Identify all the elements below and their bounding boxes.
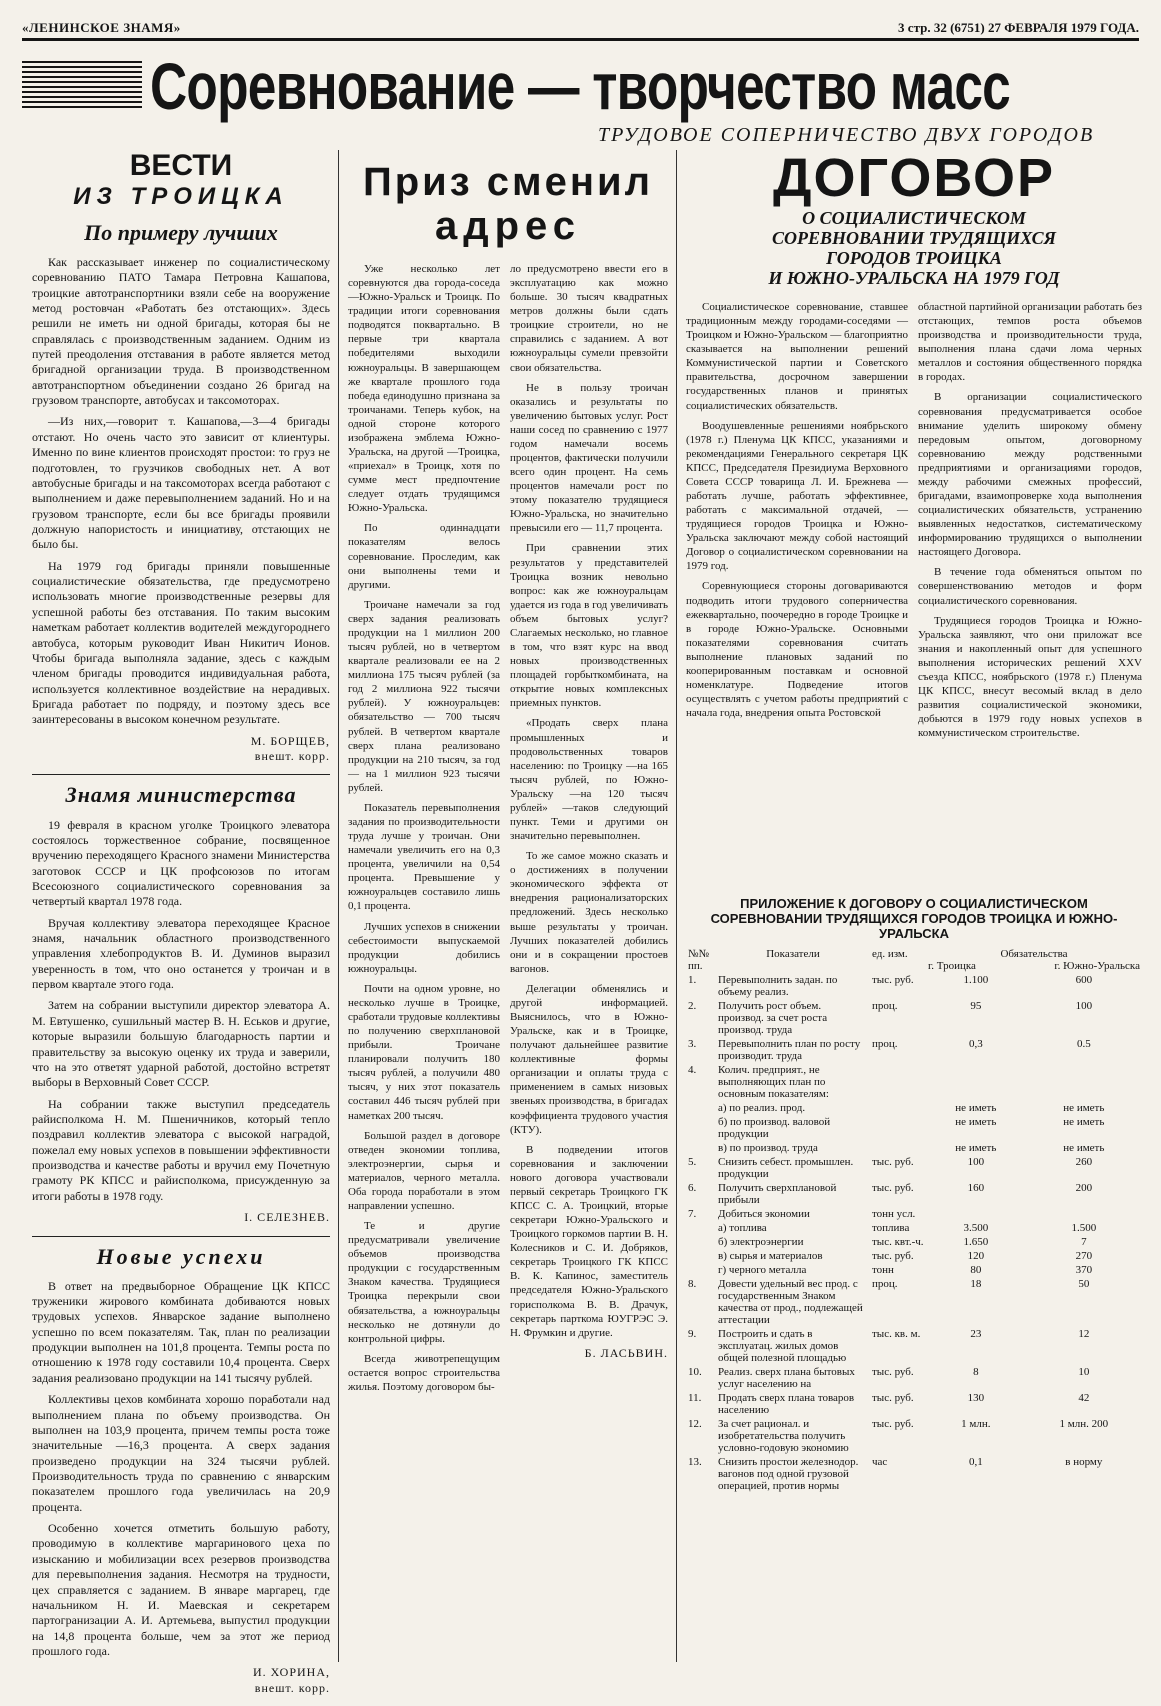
row-indicator: Колич. предприят., не выполняющих план по основным показателям:: [718, 1064, 829, 1100]
article-paragraph: Воодушевленные решениями ноябрьского (1978 г.) Пленума ЦК КПСС, указаниями и рекомендациями Генерального секретаря ЦК КПСС, Председателя Президиума Верховного Совета СССР товарища Л. И. Брежнева — работать лучше, работать эффективнее, работать с максимальной отдачей, — трудящиеся городов Троицка и Южно-Уральска заключают между собой настоящий Договор о социалистическом соревновании на 1979 год.: [686, 419, 908, 573]
row-troitsk-value: 0,1: [968, 1456, 983, 1468]
divider: [32, 1236, 330, 1237]
row-troitsk-value: [926, 1063, 1026, 1101]
row-indicator: Построить и сдать в эксплуатац. жилых домов общей полезной площадью: [718, 1328, 847, 1364]
article-paragraph: В ответ на предвыборное Обращение ЦК КПСС труженики жирового комбината добиваются новых трудовых успехов. Январское задание выполнено успешно по всем показателям. Так, план по реализации продукции выполнен на 101,8 процента. Темпы роста по отношению к 1978 году составили 10,4 процента. Сверх задания реализовано продукции на 141 тысячу рублей.: [32, 1278, 330, 1385]
issue-info: 3 стр. 32 (6751) 27 ФЕВРАЛЯ 1979 ГОДА.: [898, 20, 1139, 35]
row-yuzhnouralsk-value: 7: [1081, 1236, 1087, 1248]
column-contract-left: [686, 300, 908, 726]
row-yuzhnouralsk-value: 1.500: [1071, 1222, 1097, 1234]
col-header-num: №№ пп.: [688, 948, 709, 972]
table-row: [686, 1063, 1142, 1101]
row-yuzhnouralsk-value: 370: [1075, 1264, 1093, 1276]
row-number: 12.: [688, 1418, 702, 1430]
row-indicator: б) электроэнергии: [718, 1236, 804, 1248]
row-number: 10.: [688, 1366, 702, 1378]
newspaper-name: «ЛЕНИНСКОЕ ЗНАМЯ»: [22, 20, 181, 35]
row-indicator: Получить рост объем. производ. за счет роста производ. труда: [718, 1000, 828, 1036]
contract-heading: [686, 148, 1142, 288]
article-paragraph: Социалистическое соревнование, ставшее традиционным между городами-соседями — Троицком и Южно-Уральском — благоприятно сказывается на выполнении решений Коммунистической партии и Советского правительства, досрочном завершении государственных планов и принятых социалистических обязательств.: [686, 301, 908, 412]
article-paragraph: Коллективы цехов комбината хорошо поработали над выполнением плана по объему производства. Он выполнен на 103,9 процента, причем темпы роста тоже значительные —16,3 процента. А сверх задания произведено продукции на 324 тысячи рублей. Производительность труда по сравнению с январским показателем прошлого года увеличилась на 20,9 процента.: [32, 1392, 330, 1514]
author-signature: Б. ЛАСЬВИН.: [584, 1345, 668, 1360]
row-yuzhnouralsk-value: 260: [1075, 1156, 1093, 1168]
article-paragraph: «Продать сверх плана промышленных и продовольственных товаров населению: по Троицку —на 165 тысяч рублей, по Южно-Уральску —на 120 тысяч рублей» —таков следующий пункт. Теми и другими он значительно перевыполнен.: [510, 717, 668, 843]
row-yuzhnouralsk-value: не иметь: [1063, 1102, 1105, 1114]
row-troitsk-value: 95: [970, 1000, 982, 1012]
row-unit: тыс. кв. м.: [872, 1328, 921, 1340]
row-indicator: Снизить простои железнодор. вагонов под одной грузовой операцией, против нормы: [718, 1456, 859, 1492]
article-paragraph: —Из них,—говорит т. Кашапова,—3—4 бригады отстают. Но очень часто это зависит от клиентуры. Именно по вине клиентов происходят простои: то груз не подготовлен, то грузчиков свободных нет. А вот автобусные бригады и на таксомоторах всегда работают с выполнением и даже перевыполнением заданий. Но и на грузовом транспорте, если бы все бригады проявили должную напористость и инициативу, отстающих не было бы.: [32, 414, 330, 552]
row-yuzhnouralsk-value: 0.5: [1076, 1038, 1091, 1050]
row-unit: тыс. руб.: [872, 1366, 914, 1378]
row-yuzhnouralsk-value: не иметь: [1063, 1142, 1105, 1154]
row-indicator: а) по реализ. прод.: [718, 1102, 806, 1114]
table-header-row: [686, 947, 1142, 973]
article-paragraph: Затем на собрании выступили директор элеватора А. М. Евтушенко, сушильный мастер В. Н. Еськов и другие, которые выразили большую благодарность партии и правительству за высокую оценку их труда и заверили, что на это ответят ударной работой, достойно встретят выборы в Верховный Совет СССР.: [32, 998, 330, 1090]
column-troitsk-news: [32, 150, 330, 1706]
row-troitsk-value: не иметь: [955, 1102, 997, 1114]
row-troitsk-value: [926, 1207, 1026, 1221]
row-indicator: в) сырья и материалов: [718, 1250, 823, 1262]
table-row: [686, 1115, 1142, 1141]
row-indicator: Снизить себест. промышлен. продукции: [718, 1156, 854, 1180]
author-signature: И. ХОРИНА,: [252, 1665, 330, 1680]
row-troitsk-value: 130: [967, 1392, 985, 1404]
article-paragraph: В течение года обменяться опытом по совершенствованию методов и форм социалистического соревнования.: [918, 566, 1142, 607]
article-paragraph: областной партийной организации работать без отстающих, темпов роста объемов производства и производительности труда, выполнения плана сдачи лома черных металлов и состояния общественного порядка в городах.: [918, 301, 1142, 384]
article-paragraph: Не в пользу троичан оказались и результаты по увеличению бытовых услуг. Рост наши сосед по сравнению с 1977 годом намечали восемь процентов, фактически получили всего один процент. На семь процентов намечали рост по этому показателю трудящиеся Южно-Уральска, но значительно превысили его — 11,7 процента.: [510, 381, 668, 535]
col-header-obligations: [926, 947, 1142, 973]
col-header-troitsk: г. Троицка: [928, 960, 976, 972]
article-title: Знамя министерства: [65, 782, 297, 808]
row-number: [686, 1249, 716, 1263]
row-unit: [870, 1141, 926, 1155]
col-header-yuzhnouralsk: г. Южно-Уральска: [1054, 960, 1140, 972]
row-yuzhnouralsk-value: 50: [1078, 1278, 1090, 1290]
contract-appendix: [686, 890, 1142, 1493]
article-paragraph: На 1979 год бригады приняли повышенные социалистические обязательства, где предусмотрено использовать многие производственные резервы для успешной работы без отставания. По таким высоким наметкам работает коллектив водителей междугороднего автобуса, которым руководит Иван Никитич Ионов. Чтобы бригада выполняла задание, здесь с каждым членом бригады проводится индивидуальная работа, используется коллективное воздействие на нерадивых. Бригада работает по подряду, и поэтому здесь все заинтересованы в высоком конечном результате.: [32, 558, 330, 727]
row-unit: [870, 1101, 926, 1115]
row-yuzhnouralsk-value: [1026, 1063, 1142, 1101]
article-prize-title: [348, 160, 668, 248]
obligations-label: Обязательства: [1000, 948, 1068, 960]
article-paragraph: Особенно хочется отметить большую работу, проводимую в коллективе маргаринового цеха по изысканию и мобилизации всех резервов производства для перевыполнения задания. Несмотря на трудности, цех справляется с заданием. В январе маргарец, где начальником Н. И. Маевская и секретарем партогранизации А. И. Артемьева, выпустил продукции на 14,8 процента больше, чем за этот же период прошлого года.: [32, 1521, 330, 1658]
row-indicator: г) черного металла: [718, 1264, 807, 1276]
row-indicator: а) топлива: [718, 1222, 767, 1234]
row-yuzhnouralsk-value: 270: [1075, 1250, 1093, 1262]
table-row: [686, 1141, 1142, 1155]
row-unit: проц.: [872, 1278, 898, 1290]
left-ornament: [22, 58, 142, 108]
row-troitsk-value: 100: [967, 1156, 985, 1168]
article-title-line: адрес: [434, 204, 582, 248]
row-yuzhnouralsk-value: 600: [1075, 974, 1093, 986]
row-troitsk-value: 8: [973, 1366, 979, 1378]
contract-subtitle: ГОРОДОВ ТРОИЦКА: [826, 248, 1002, 268]
row-number: 6.: [688, 1182, 697, 1194]
row-yuzhnouralsk-value: 200: [1075, 1182, 1093, 1194]
row-number: 1.: [688, 974, 697, 986]
contract-title: ДОГОВОР: [772, 148, 1056, 208]
table-row: [686, 1391, 1142, 1417]
rubric-subtitle: ИЗ ТРОИЦКА: [73, 183, 289, 210]
col-header-unit: ед. изм.: [872, 948, 908, 960]
row-unit: тыс. руб.: [872, 1392, 914, 1404]
row-unit: тыс. руб.: [872, 974, 914, 986]
row-unit: тонн усл.: [872, 1208, 916, 1220]
column-prize-right: [510, 262, 668, 1371]
row-number: 2.: [688, 1000, 697, 1012]
row-indicator: За счет рационал. и изобретательства получить условно-годовую экономию: [718, 1418, 849, 1454]
author-signature: М. БОРЩЕВ,: [250, 733, 330, 748]
row-yuzhnouralsk-value: 42: [1078, 1392, 1090, 1404]
row-number: [686, 1115, 716, 1141]
row-troitsk-value: 23: [970, 1328, 982, 1340]
table-row: [686, 1207, 1142, 1221]
col-header-indicator: Показатели: [766, 948, 820, 960]
row-number: 8.: [688, 1278, 697, 1290]
article-paragraph: В подведении итогов соревнования и заключении нового договора участвовали первый секретарь Троицкого ГК КПСС С. А. Троицкий, вторые секретари Южно-Уральского и Троицкого горкомов партии В. Н. Колесников и С. И. Добряков, секретарь Троицкого ГК КПСС В. К. Капинос, заместитель председателя Южно-Уральского горисполкома В. В. Драчук, секретарь парткома ЮУГРЭС Э. Н. Фрумкин и другие.: [510, 1143, 668, 1339]
author-signature: I. СЕЛЕЗНЕВ.: [244, 1210, 330, 1225]
row-yuzhnouralsk-value: 100: [1075, 1000, 1093, 1012]
row-indicator: Довести удельный вес прод. с государственным Знаком качества от прод., подлежащей аттестации: [718, 1278, 863, 1326]
appendix-title: ПРИЛОЖЕНИЕ К ДОГОВОРУ О СОЦИАЛИСТИЧЕСКОМ СОРЕВНОВАНИИ ТРУДЯЩИХСЯ ГОРОДОВ ТРОИЦКА И ЮЖНО-УРАЛЬСКА: [710, 896, 1118, 941]
row-number: [686, 1263, 716, 1277]
row-unit: тыс. квт.-ч.: [872, 1236, 924, 1248]
table-row: [686, 1235, 1142, 1249]
row-unit: час: [872, 1456, 888, 1468]
row-indicator: Получить сверхплановой прибыли: [718, 1182, 837, 1206]
row-unit: [870, 1063, 926, 1101]
row-unit: тонн: [872, 1264, 894, 1276]
column-rule: [338, 150, 339, 1662]
row-number: 13.: [688, 1456, 702, 1468]
table-row: [686, 1037, 1142, 1063]
appendix-table: [686, 947, 1142, 1493]
article-paragraph: По одиннадцати показателям велось соревнование. Проследим, как они выполнены теми и другими.: [348, 522, 500, 591]
article-paragraph: На собрании также выступил председатель райисполкома Н. М. Пшеничников, который тепло поздравил коллектив элеватора с высокой наградой, пожелал ему новых успехов в повышении эффективности производства и качестве работы и вручил ему Почетную грамоту РК КПСС и райисполкома, присужденную за итоги работы в 1978 году.: [32, 1096, 330, 1203]
row-number: 7.: [688, 1208, 697, 1220]
table-row: [686, 1455, 1142, 1493]
row-number: [686, 1221, 716, 1235]
contract-subtitle: СОРЕВНОВАНИИ ТРУДЯЩИХСЯ: [771, 228, 1057, 248]
table-row: [686, 1365, 1142, 1391]
row-number: 4.: [688, 1064, 697, 1076]
row-indicator: Реализ. сверх плана бытовых услуг населению на: [718, 1366, 855, 1390]
article-paragraph: Делегации обменялись и другой информацией. Выяснилось, что в Южно-Уральске, как и в Троицке, получают дальнейшее развитие коллективные формы организации и оплаты труда с применением в самых низовых звеньях производства, в бригадах коэффициента трудового участия (КТУ).: [510, 982, 668, 1136]
row-unit: тыс. руб.: [872, 1418, 914, 1430]
column-prize-left: [348, 262, 500, 1400]
row-indicator: Продать сверх плана товаров населению: [718, 1392, 855, 1416]
page-headline: Соревнование — творчество масс: [150, 49, 1011, 123]
table-row: [686, 1249, 1142, 1263]
row-yuzhnouralsk-value: 12: [1078, 1328, 1090, 1340]
column-contract-right: [918, 300, 1142, 746]
article-paragraph: Почти на одном уровне, но несколько лучше в Троицке, сработали трудовые коллективы по получению сверхплановой прибыли. Троичане планировали получить 180 тысяч рублей, а получили 480 тысяч, у них этот показатель составил 446 тысяч рублей при наметках 200 тысяч.: [348, 982, 500, 1122]
row-unit: топлива: [872, 1222, 910, 1234]
row-number: 9.: [688, 1328, 697, 1340]
row-number: [686, 1235, 716, 1249]
row-troitsk-value: 0,3: [968, 1038, 983, 1050]
table-row: [686, 1155, 1142, 1181]
article-paragraph: Большой раздел в договоре отведен экономии топлива, электроэнергии, сырья и материалов, черного металла. Оба города поработали в этом направлении успешно.: [348, 1129, 500, 1212]
column-rule: [676, 150, 677, 1662]
row-troitsk-value: 1 млн.: [961, 1418, 991, 1430]
row-yuzhnouralsk-value: в норму: [1065, 1456, 1103, 1468]
row-troitsk-value: 1.650: [963, 1236, 989, 1248]
row-troitsk-value: 1.100: [963, 974, 989, 986]
row-troitsk-value: 120: [967, 1250, 985, 1262]
row-troitsk-value: не иметь: [955, 1142, 997, 1154]
table-row: [686, 973, 1142, 999]
row-unit: тыс. руб.: [872, 1182, 914, 1194]
row-unit: проц.: [872, 1038, 898, 1050]
row-yuzhnouralsk-value: 10: [1078, 1366, 1090, 1378]
table-row: [686, 1277, 1142, 1327]
row-indicator: Добиться экономии: [718, 1208, 810, 1220]
obligations-subheaders: [928, 960, 1140, 972]
table-row: [686, 1101, 1142, 1115]
row-troitsk-value: 3.500: [963, 1222, 989, 1234]
row-indicator: Перевыполнить план по росту производит. труда: [718, 1038, 861, 1062]
page-subheadline: ТРУДОВОЕ СОПЕРНИЧЕСТВО ДВУХ ГОРОДОВ: [598, 124, 1095, 146]
article-paragraph: Лучших успехов в снижении себестоимости выпускаемой продукции добились южноуральцы.: [348, 920, 500, 975]
row-troitsk-value: 80: [970, 1264, 982, 1276]
row-number: [686, 1141, 716, 1155]
row-number: 5.: [688, 1156, 697, 1168]
rubric-title: ВЕСТИ: [129, 149, 233, 182]
row-number: [686, 1101, 716, 1115]
row-troitsk-value: не иметь: [955, 1116, 997, 1128]
row-yuzhnouralsk-value: 1 млн. 200: [1059, 1418, 1109, 1430]
article-paragraph: Те и другие предусматривали увеличение объемов производства продукции с государственным Знаком качества. Трудящиеся Троицка перекрыли свои обязательства, а южноуральцы несколько не дотянули до контрольной цифры.: [348, 1220, 500, 1345]
author-role: внешт. корр.: [254, 1680, 330, 1695]
article-paragraph: ло предусмотрено ввести его в эксплуатацию как можно больше. 30 тысяч квадратных метров должны были сдать троицкие строители, но не справились с заданием. А вот южноуральцы сумели превзойти свои обязательства.: [510, 263, 668, 374]
article-title: По примеру лучших: [84, 219, 278, 245]
article-paragraph: Уже несколько лет соревнуются два города-соседа —Южно-Уральск и Троицк. По традиции итоги соревнования подводятся поквартально. В первые три квартала победителями выходили южноуральцы. В завершающем же квартале прошлого года победа единодушно признана за троичанами. Теперь кубок, на одной стороне которого изображена эмблема Южно-Уральска, на другой —Троицка, «приехал» в Троицк, хотя по сумме мест предпочтение следует отдать трудящимся Южно-Уральска.: [348, 263, 500, 515]
row-indicator: Перевыполнить задан. по объему реализ.: [718, 974, 838, 998]
table-row: [686, 1263, 1142, 1277]
row-unit: [870, 1115, 926, 1141]
table-row: [686, 1221, 1142, 1235]
article-paragraph: Соревнующиеся стороны договариваются подводить итоги трудового соперничества ежеквартально, поочередно в городе Троицке и в городе Южно-Уральске. Основными показателями соревнования считать выполнение плановых заданий по кооперированным поставкам и основной номенклатуре. Подведение итогов осуществлять с учетом работы предприятий с начала года, внедрения опыта Ростовской: [686, 580, 908, 720]
table-row: [686, 1417, 1142, 1455]
article-paragraph: При сравнении этих результатов у представителей Троицка возник невольно вопрос: как же южноуральцам удается из года в год увеличивать объем бытовых услуг? Слагаемых несколько, но главное в том, что взят курс на ввод новых производственных площадей горбыткомбината, на открытие новых комплексных приемных пунктов.: [510, 542, 668, 710]
article-paragraph: Вручая коллективу элеватора переходящее Красное знамя, начальник областного производственного управления хлебопродуктов В. И. Думинов выразил уверенность в том, что оно останется у троичан и в первом квартале этого года.: [32, 915, 330, 992]
row-troitsk-value: 18: [970, 1278, 982, 1290]
article-paragraph: Троичане намечали за год сверх задания реализовать продукции на 1 миллион 200 тысяч рублей, но в четвертом квартале реализовали ее на 2 миллиона 175 тысяч рублей (за год 2 миллиона 922 тысячи рублей). У южноуральцев: обязательство — 700 тысяч рублей. В четвертом квартале сверх плана реализовано продукции на 210 тысяч, за год — на 1 миллион 923 тысячи рублей.: [348, 598, 500, 794]
contract-subtitle: О СОЦИАЛИСТИЧЕСКОМ: [802, 208, 1026, 228]
article-title-line: Приз сменил: [362, 160, 653, 204]
article-paragraph: Трудящиеся городов Троицка и Южно-Уральска заявляют, что они приложат все знания и накопленный опыт для успешного выполнения исторических решений XXV съезда КПСС, ноябрьского (1978 г.) Пленума ЦК КПСС, внесут весомый вклад в дело развития социалистической экономики, добьются в 1979 году новых успехов в коммунистическом строительстве.: [918, 614, 1142, 740]
row-unit: проц.: [872, 1000, 898, 1012]
row-indicator: б) по производ. валовой продукции: [718, 1116, 831, 1140]
table-row: [686, 1181, 1142, 1207]
row-unit: тыс. руб.: [872, 1250, 914, 1262]
article-paragraph: Как рассказывает инженер по социалистическому соревнованию ПАТО Тамара Петровна Кашапова, троицкие автотранспортники взяли себе на вооружение метод ростовчан «Работать без отстающих». Здесь решили не иметь ни одной бригады, которая бы не справлялась с производственным заданием. Одним из путей преодоления отставания в работе является метод бригадной организации труда. В производственном автотранспортном объединении создано 26 бригад на грузовом транспорте, автобусах и таксомоторах.: [32, 254, 330, 408]
article-paragraph: Показатель перевыполнения задания по производительности труда лучше у троичан. Они намечали увеличить его на 0,3 процента, увеличили на 0,54 процента. Превышение у южноуральцев составило лишь 0,1 процента.: [348, 801, 500, 913]
appendix-body: [686, 973, 1142, 1493]
author-role: внешт. корр.: [254, 749, 330, 764]
row-troitsk-value: 160: [967, 1182, 985, 1194]
table-row: [686, 999, 1142, 1037]
divider: [32, 774, 330, 775]
row-number: 3.: [688, 1038, 697, 1050]
table-row: [686, 1327, 1142, 1365]
row-indicator: в) по производ. труда: [718, 1142, 818, 1154]
top-rule: [22, 38, 1139, 41]
row-yuzhnouralsk-value: не иметь: [1063, 1116, 1105, 1128]
contract-subtitle: И ЮЖНО-УРАЛЬСКА НА 1979 ГОД: [768, 268, 1060, 288]
article-title: Новые успехи: [96, 1243, 266, 1269]
row-yuzhnouralsk-value: [1026, 1207, 1142, 1221]
article-paragraph: То же самое можно сказать и о достижениях в получении экономического эффекта от внедрения рационализаторских предложений. Здесь несколько выше результаты у троичан. Лучших показателей добились они и в сокращении простоев вагонов.: [510, 850, 668, 975]
article-paragraph: В организации социалистического соревнования предусматривается особое внимание уделить широкому обмену передовым опытом, договорному соревнованию между родственными предприятиями и организациями городов, между рабочими смежных профессий, бригадами, взаимопроверке хода выполнения социалистических обязательств, устранению выявленных недостатков, систематическому информированию трудящихся о выполнении настоящего Договора.: [918, 391, 1142, 559]
article-paragraph: 19 февраля в красном уголке Троицкого элеватора состоялось торжественное собрание, посвященное вручению переходящего Красного знамени Министерства заготовок СССР и ЦК профсоюзов по итогам Всесоюзного социалистического соревнования за четвертый квартал 1978 года.: [32, 817, 330, 909]
article-paragraph: Всегда животрепещущим остается вопрос строительства жилья. Поэтому договором бы-: [348, 1352, 500, 1393]
row-unit: тыс. руб.: [872, 1156, 914, 1168]
row-number: 11.: [688, 1392, 702, 1404]
